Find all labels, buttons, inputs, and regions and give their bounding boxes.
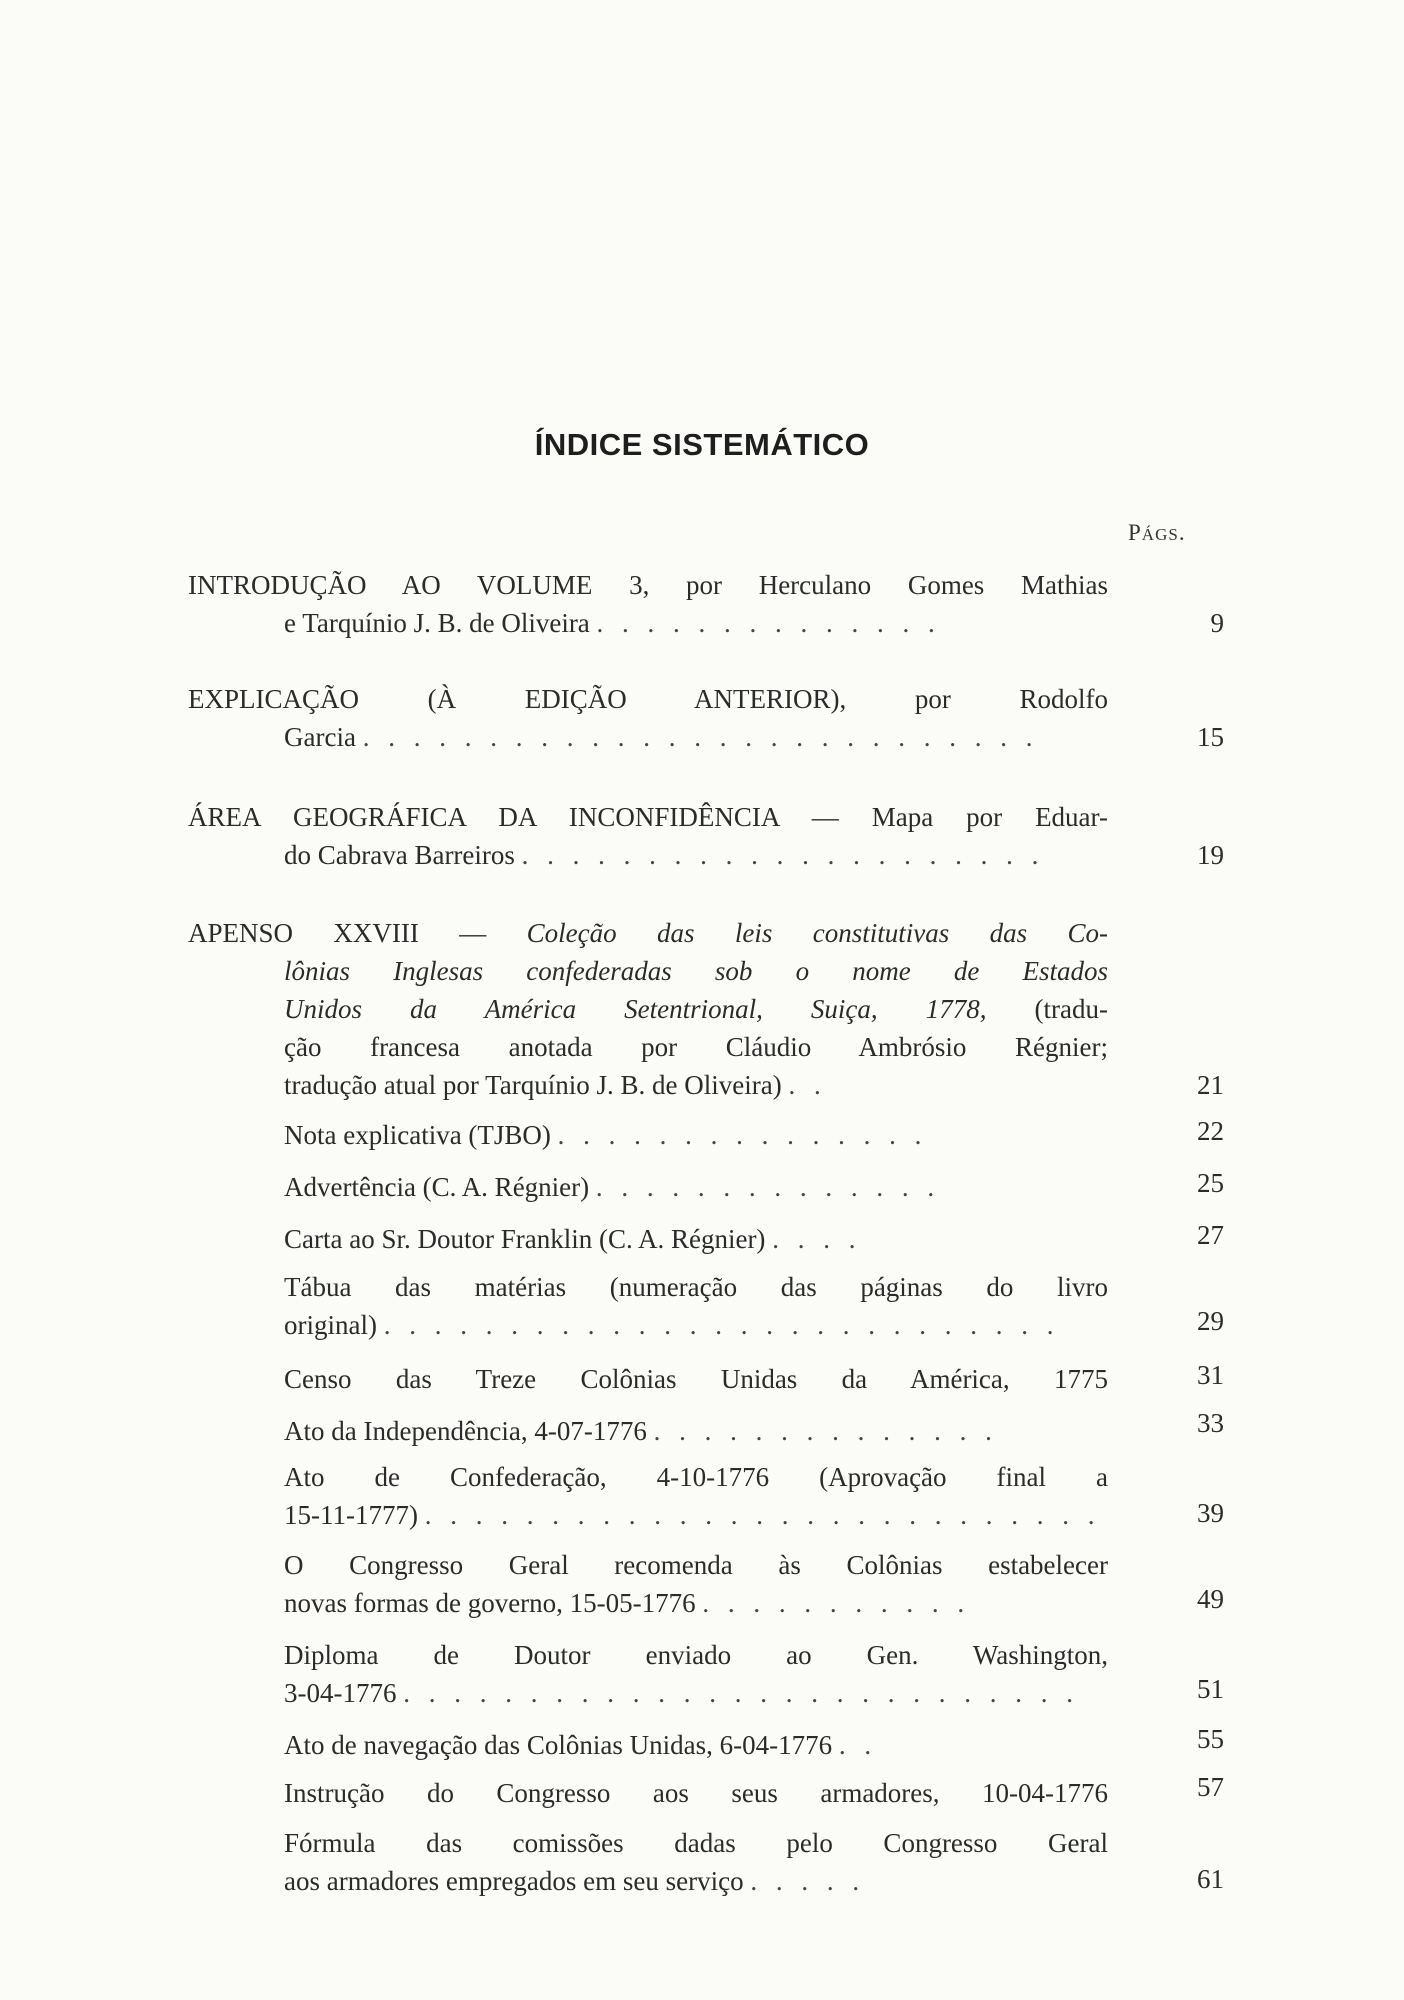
toc-entry-line: Fórmula das comissões dadas pelo Congresso Geral <box>284 1828 1108 1858</box>
toc-entry-nota-explicativa <box>284 1116 1108 1154</box>
toc-entry-apenso-xxviii <box>188 914 1108 1104</box>
toc-page-number: 55 <box>1197 1724 1224 1754</box>
toc-entry-text: original) <box>284 1310 377 1340</box>
toc-entry-line <box>188 1066 1108 1104</box>
toc-entry-text: 3-04-1776 <box>284 1678 397 1708</box>
leader-dots: . . . . . . . . . . . . . . . . . . . . . . . . . . . <box>362 722 1039 752</box>
leader-dots: . . <box>788 1070 827 1100</box>
toc-entry-line <box>284 1168 1108 1206</box>
toc-entry-line <box>284 1220 1108 1258</box>
pages-column-header <box>1128 520 1186 546</box>
toc-entry-line: Diploma de Doutor enviado ao Gen. Washington, <box>284 1640 1108 1670</box>
toc-entry-line: Tábua das matérias (numeração das páginas do livro <box>284 1272 1108 1302</box>
toc-entry-instrucao-congresso <box>284 1774 1108 1812</box>
toc-entry-text: APENSO XXVIII — <box>188 918 527 948</box>
toc-page-number: 19 <box>1197 840 1224 870</box>
toc-entry-line <box>284 1674 1108 1712</box>
toc-entry-line <box>188 990 1108 1028</box>
toc-page-number: 27 <box>1197 1220 1224 1250</box>
toc-page-number: 33 <box>1197 1408 1224 1438</box>
toc-entry-text: e Tarquínio J. B. de Oliveira <box>284 608 590 638</box>
toc-entry-line: EXPLICAÇÃO (À EDIÇÃO ANTERIOR), por Rodolfo <box>188 684 1108 714</box>
leader-dots: . . . . . . . . . . . . . . . . . . . . . . . . . . . <box>383 1310 1060 1340</box>
toc-entry-line <box>188 836 1108 874</box>
toc-entry-advertencia <box>284 1168 1108 1206</box>
toc-entry-text: novas formas de governo, 15-05-1776 <box>284 1588 696 1618</box>
toc-entry-line: Ato de Confederação, 4-10-1776 (Aprovação final a <box>284 1462 1108 1492</box>
leader-dots: . . . . . . . . . . . . . . . . . . . . . . . . . . . <box>424 1500 1101 1530</box>
leader-dots: . . . . . . . . . . . . . . . . . . . . . <box>521 840 1045 870</box>
leader-dots: . . . . . . . . . . . . . . . <box>557 1120 928 1150</box>
leader-dots: . . <box>838 1730 878 1760</box>
toc-page-number: 25 <box>1197 1168 1224 1198</box>
page-title: ÍNDICE SISTEMÁTICO <box>534 427 870 462</box>
toc-entry-line <box>188 604 1108 642</box>
toc-entry-line: O Congresso Geral recomenda às Colônias estabelecer <box>284 1550 1108 1580</box>
toc-entry-line <box>188 718 1108 756</box>
toc-entry-line <box>284 1726 1108 1764</box>
toc-page-number: 51 <box>1197 1674 1224 1704</box>
toc-entry-text: Advertência (C. A. Régnier) <box>284 1172 590 1202</box>
toc-entry-text: Carta ao Sr. Doutor Franklin (C. A. Régnier) <box>284 1224 766 1254</box>
toc-entry-tabua-materias <box>284 1268 1108 1344</box>
toc-entry-congresso-geral <box>284 1546 1108 1622</box>
toc-entry-introducao <box>188 566 1108 642</box>
toc-entry-line <box>284 1116 1108 1154</box>
toc-page-number: 61 <box>1197 1864 1224 1894</box>
toc-entry-text: 15-11-1777) <box>284 1500 418 1530</box>
toc-page-number: 9 <box>1210 608 1224 638</box>
toc-entry-line <box>188 914 1108 952</box>
pages-header-initial: P <box>1128 520 1142 545</box>
toc-page-number: 31 <box>1197 1360 1224 1390</box>
leader-dots: . . . . <box>772 1224 862 1254</box>
toc-entry-line: Instrução do Congresso aos seus armadores, 10-04-1776 <box>284 1778 1108 1808</box>
toc-entry-explicacao <box>188 680 1108 756</box>
toc-entry-text: aos armadores empregados em seu serviço <box>284 1866 744 1896</box>
toc-entry-line: ÁREA GEOGRÁFICA DA INCONFIDÊNCIA — Mapa por Eduar- <box>188 802 1108 832</box>
toc-entry-text: Garcia <box>284 722 356 752</box>
toc-page-number: 29 <box>1197 1306 1224 1336</box>
toc-page-number: 15 <box>1197 722 1224 752</box>
toc-page-number: 57 <box>1197 1772 1224 1802</box>
toc-entry-italic-title: Coleção das leis constitutivas das Co- <box>526 918 1108 948</box>
toc-entry-line <box>284 1496 1108 1534</box>
leader-dots: . . . . . . . . . . . . . . <box>595 1172 941 1202</box>
toc-entry-line: INTRODUÇÃO AO VOLUME 3, por Herculano Gomes Mathias <box>188 570 1108 600</box>
leader-dots: . . . . . <box>750 1866 866 1896</box>
leader-dots: . . . . . . . . . . . . . . <box>653 1416 998 1446</box>
leader-dots: . . . . . . . . . . . . . . . . . . . . . . . . . . . <box>403 1678 1079 1708</box>
pages-header-tail: . <box>1178 520 1186 545</box>
toc-entry-text: Ato da Independência, 4-07-1776 <box>284 1416 647 1446</box>
toc-entry-ato-navegacao <box>284 1726 1108 1764</box>
toc-entry-line <box>284 1412 1108 1450</box>
toc-entry-diploma-doutor <box>284 1636 1108 1712</box>
toc-entry-line: Censo das Treze Colônias Unidas da América, 1775 <box>284 1364 1108 1394</box>
toc-entry-text: Ato de navegação das Colônias Unidas, 6-04-1776 <box>284 1730 833 1760</box>
toc-entry-ato-independencia <box>284 1412 1108 1450</box>
toc-entry-area-geografica <box>188 798 1108 874</box>
toc-entry-line <box>284 1306 1108 1344</box>
leader-dots: . . . . . . . . . . . <box>702 1588 971 1618</box>
toc-entry-line: lônias Inglesas confederadas sob o nome de Estados <box>284 956 1108 986</box>
toc-entry-censo <box>284 1360 1108 1398</box>
toc-entry-line <box>284 1584 1108 1622</box>
toc-entry-text: Nota explicativa (TJBO) <box>284 1120 551 1150</box>
pages-header-rest: ÁGS <box>1141 525 1179 544</box>
toc-entry-italic-title: Unidos da América Setentrional, Suiça, 1778, <box>284 994 987 1024</box>
toc-page-number: 49 <box>1197 1584 1224 1614</box>
toc-entry-text: tradução atual por Tarquínio J. B. de Oliveira) <box>284 1070 782 1100</box>
toc-entry-formula-comissoes <box>284 1824 1108 1900</box>
toc-entry-ato-confederacao <box>284 1458 1108 1534</box>
leader-dots: . . . . . . . . . . . . . . <box>596 608 941 638</box>
toc-page-number: 21 <box>1197 1070 1224 1100</box>
toc-entry-line <box>284 1862 1108 1900</box>
toc-page-number: 22 <box>1197 1116 1224 1146</box>
toc-entry-carta-franklin <box>284 1220 1108 1258</box>
toc-entry-text: (tradu- <box>986 994 1108 1024</box>
toc-page-number: 39 <box>1197 1498 1224 1528</box>
toc-entry-line: ção francesa anotada por Cláudio Ambrósio Régnier; <box>284 1032 1108 1062</box>
toc-entry-text: do Cabrava Barreiros <box>284 840 515 870</box>
